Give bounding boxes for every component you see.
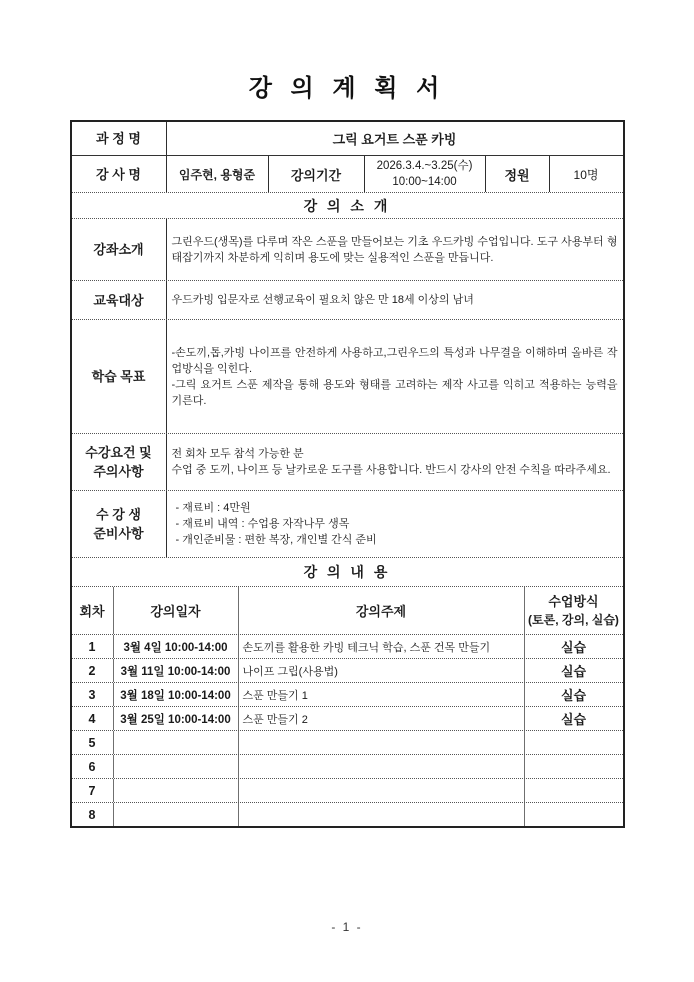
- session-topic: [238, 803, 524, 826]
- preparation-label: [72, 491, 166, 557]
- preparation-line: - 재료비 : 4만원: [175, 502, 251, 514]
- session-date: [113, 755, 238, 778]
- schedule-row: [72, 778, 623, 802]
- column-topic: 강의주제: [238, 587, 524, 634]
- preparation-line: - 개인준비물 : 편한 복장, 개인별 간식 준비: [175, 534, 377, 546]
- schedule-row: [72, 730, 623, 754]
- column-date: 강의일자: [113, 587, 238, 634]
- preparation-line: - 재료비 내역 : 수업용 자작나무 생목: [175, 518, 350, 530]
- requirement-label-line1: 수강요건 및: [85, 445, 152, 460]
- period-dates: 2026.3.4.~3.25(수): [376, 160, 473, 172]
- session-date: [113, 731, 238, 754]
- session-number: 7: [88, 783, 96, 798]
- session-date: 3월 18일 10:00-14:00: [113, 683, 238, 706]
- target-row: [72, 280, 623, 319]
- requirement-text: [166, 434, 623, 490]
- session-date: [113, 803, 238, 826]
- session-number: 2: [88, 663, 96, 678]
- course-intro-text: 그린우드(생목)를 다루며 작은 스푼을 만들어보는 기초 우드카빙 수업입니다. 도구 사용부터 형태잡기까지 차분하게 익히며 용도에 맞는 실용적인 스푼을 만듭니다.: [166, 219, 623, 280]
- session-method: [524, 779, 623, 802]
- course-intro-row: [72, 218, 623, 280]
- session-method: [524, 803, 623, 826]
- session-date: [113, 779, 238, 802]
- session-topic: 손도끼를 활용한 카빙 테크닉 학습, 스푼 건목 만들기: [238, 635, 524, 658]
- session-method: [524, 755, 623, 778]
- schedule-row: [72, 802, 623, 826]
- preparation-row: [72, 490, 623, 557]
- goal-line: -그릭 요거트 스푼 제작을 통해 용도와 형태를 고려하는 제작 사고를 익히고 적용하는 능력을 기른다.: [171, 378, 618, 407]
- lecture-plan-table: [70, 120, 625, 828]
- column-session: 회차: [79, 604, 105, 619]
- requirement-row: [72, 433, 623, 490]
- requirement-line: 수업 중 도끼, 나이프 등 날카로운 도구를 사용합니다. 반드시 강사의 안전 수칙을 따라주세요.: [171, 464, 611, 476]
- session-topic: 스푼 만들기 2: [238, 707, 524, 730]
- instructor-label: 강 사 명: [96, 166, 141, 182]
- session-method: 실습: [524, 683, 623, 706]
- course-name-label: 과 정 명: [96, 131, 141, 146]
- schedule-row: [72, 634, 623, 658]
- session-topic: 스푼 만들기 1: [238, 683, 524, 706]
- goal-text: [166, 320, 623, 433]
- content-section-row: [72, 557, 623, 586]
- session-topic: [238, 779, 524, 802]
- session-number: 3: [88, 687, 96, 702]
- session-date: 3월 11일 10:00-14:00: [113, 659, 238, 682]
- course-name-value: 그릭 요거트 스푼 카빙: [166, 122, 623, 155]
- session-topic: [238, 755, 524, 778]
- column-method-line2: (토론, 강의, 실습): [528, 612, 619, 627]
- course-name-row: [72, 122, 623, 155]
- column-method-line1: 수업방식: [548, 593, 599, 609]
- schedule-row: [72, 682, 623, 706]
- session-method: 실습: [524, 707, 623, 730]
- session-topic: [238, 731, 524, 754]
- session-method: [524, 731, 623, 754]
- preparation-label-line1: 수 강 생: [96, 507, 141, 522]
- schedule-row: [72, 658, 623, 682]
- course-intro-label: 강좌소개: [93, 242, 144, 257]
- preparation-label-line2: 준비사항: [93, 526, 144, 541]
- session-number: 8: [88, 807, 96, 822]
- requirement-label: [72, 434, 166, 490]
- session-number: 6: [88, 759, 96, 774]
- requirement-label-line2: 주의사항: [93, 464, 144, 479]
- capacity-label: 정원: [485, 156, 549, 192]
- schedule-row: [72, 706, 623, 730]
- period-hours: 10:00~14:00: [392, 176, 457, 188]
- session-number: 1: [88, 639, 96, 654]
- instructor-row: [72, 155, 623, 192]
- target-label: 교육대상: [93, 292, 144, 308]
- session-topic: 나이프 그립(사용법): [238, 659, 524, 682]
- period-value: [364, 156, 485, 192]
- session-method: 실습: [524, 635, 623, 658]
- schedule-row: [72, 754, 623, 778]
- goal-row: [72, 319, 623, 433]
- session-method: 실습: [524, 659, 623, 682]
- column-method: [524, 587, 623, 634]
- target-text: 우드카빙 입문자로 선행교육이 필요치 않은 만 18세 이상의 남녀: [166, 281, 623, 319]
- session-number: 5: [88, 735, 96, 750]
- intro-section-header: 강 의 소 개: [303, 197, 391, 214]
- session-number: 4: [88, 711, 96, 726]
- preparation-text: [166, 491, 623, 557]
- requirement-line: 전 회차 모두 참석 가능한 분: [171, 448, 304, 460]
- content-section-header: 강 의 내 용: [303, 564, 391, 580]
- session-date: 3월 4일 10:00-14:00: [113, 635, 238, 658]
- page-number: - 1 -: [331, 920, 363, 934]
- goal-label: 학습 목표: [91, 369, 146, 384]
- session-date: 3월 25일 10:00-14:00: [113, 707, 238, 730]
- goal-line: -손도끼,톱,카빙 나이프를 안전하게 사용하고,그린우드의 특성과 나무결을 이해하며 올바른 작업방식을 익힌다.: [171, 346, 618, 375]
- schedule-header-row: [72, 586, 623, 634]
- instructor-value: 임주현, 용형준: [166, 156, 268, 192]
- page-title: 강 의 계 획 서: [248, 75, 446, 102]
- capacity-value: 10명: [549, 156, 623, 192]
- period-label: 강의기간: [268, 156, 364, 192]
- intro-section-row: [72, 192, 623, 218]
